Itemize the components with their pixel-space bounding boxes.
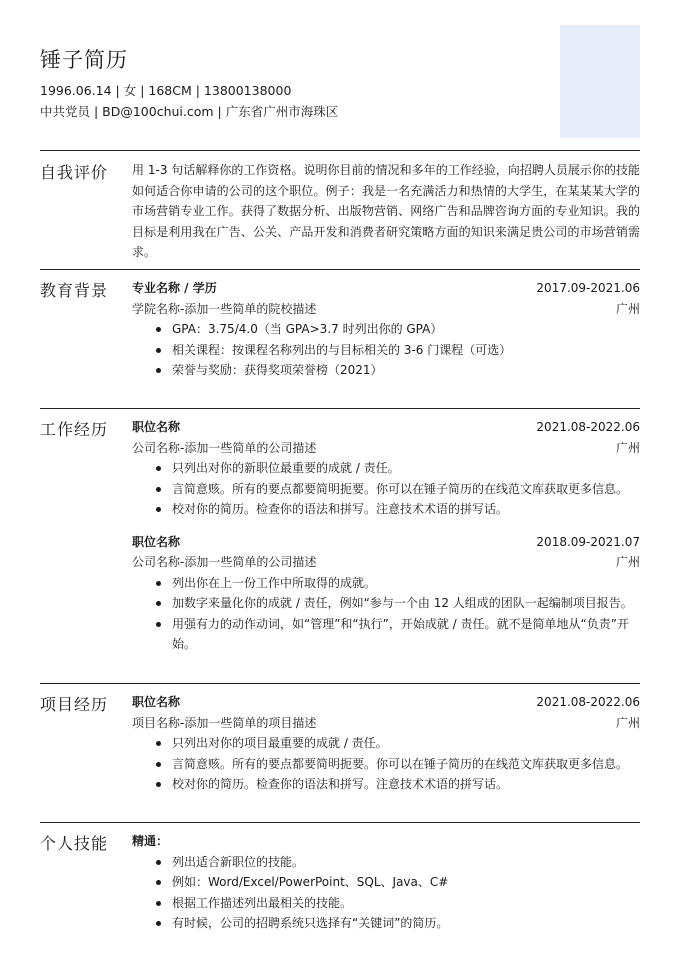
entry-subtitle: 公司名称-添加一些简单的公司描述 [132, 555, 317, 569]
divider [40, 269, 640, 270]
skills-heading: 精通： [132, 834, 169, 848]
personal-info-line-2: 中共党员 | BD@100chui.com | 广东省广州市海珠区 [40, 104, 339, 119]
bullet-list [132, 852, 640, 934]
entry-date: 2018.09-2021.07 [536, 534, 640, 549]
bullet-item: 例如：Word/Excel/PowerPoint、SQL、Java、C# [156, 872, 640, 893]
entry-heading: 职位名称 [132, 695, 181, 709]
bullet-list [132, 319, 640, 381]
bullet-item: 列出你在上一份工作中所取得的成就。 [156, 573, 640, 594]
resume-header [40, 30, 640, 140]
entry-location: 广州 [615, 555, 640, 569]
bullet-item: GPA：3.75/4.0（当 GPA>3.7 时列出你的 GPA） [156, 319, 640, 340]
entry-heading: 职位名称 [132, 420, 181, 434]
bullet-item: 加数字来量化你的成就 / 责任，例如“参与一个由 12 人组成的团队一起编制项目报告。 [156, 593, 640, 614]
entry-subtitle: 学院名称-添加一些简单的院校描述 [132, 301, 317, 316]
divider [40, 150, 640, 151]
bullet-item: 言简意赅。所有的要点都要简明扼要。你可以在锤子简历的在线范文库获取更多信息。 [156, 479, 640, 500]
bullet-item: 用强有力的动作动词，如“管理”和“执行”，开始成就 / 责任。就不是简单地从“负责”开始。 [156, 614, 640, 655]
bullet-item: 校对你的简历。检查你的语法和拼写。注意技术术语的拼写话。 [156, 774, 640, 795]
education-entry [132, 278, 640, 381]
divider [40, 822, 640, 823]
personal-info-line-1: 1996.06.14 | 女 | 168CM | 13800138000 [40, 83, 292, 98]
section-title: 自我评价 [40, 163, 109, 182]
divider [40, 408, 640, 409]
profile-photo-placeholder [560, 25, 640, 138]
bullet-item: 荣誉与奖励：获得奖项荣誉榜（2021） [156, 360, 640, 381]
bullet-list [132, 573, 640, 655]
self-evaluation-text: 用 1-3 句话解释你的工作资格。说明你目前的情况和多年的工作经验，向招聘人员展示你的技能如何适合你申请的公司的这个职位。例子：我是一名充满活力和热情的大学生，在某某某大学的市场营销专业工作。获得了数据分析、出版物营销、网络广告和品牌咨询方面的专业知识。我的目标是利用我在广告、公关、产品开发和消费者研究策略方面的知识来满足贵公司的市场营销需求。 [132, 163, 640, 259]
bullet-item: 言简意赅。所有的要点都要简明扼要。你可以在锤子简历的在线范文库获取更多信息。 [156, 754, 640, 775]
bullet-item: 有时候，公司的招聘系统只选择有“关键词”的简历。 [156, 913, 640, 934]
bullet-item: 只列出对你的项目最重要的成就 / 责任。 [156, 733, 640, 754]
entry-date: 2017.09-2021.06 [536, 281, 640, 295]
section-title: 教育背景 [40, 281, 109, 300]
bullet-item: 相关课程：按课程名称列出的与目标相关的 3-6 门课程（可选） [156, 340, 640, 361]
entry-heading: 专业名称 / 学历 [132, 281, 217, 295]
bullet-item: 根据工作描述列出最相关的技能。 [156, 893, 640, 914]
entry-heading: 职位名称 [132, 534, 181, 549]
bullet-item: 校对你的简历。检查你的语法和拼写。注意技术术语的拼写话。 [156, 499, 640, 520]
candidate-name: 锤子简历 [40, 48, 128, 72]
entry-date: 2021.08-2022.06 [536, 695, 640, 709]
bullet-item: 列出适合新职位的技能。 [156, 852, 640, 873]
section-title: 项目经历 [40, 695, 109, 714]
work-entry [132, 532, 640, 655]
entry-location: 广州 [615, 715, 640, 730]
entry-location: 广州 [615, 301, 640, 316]
section-title: 个人技能 [40, 834, 109, 853]
entry-location: 广州 [615, 440, 640, 455]
project-entry [132, 692, 640, 795]
work-entry [132, 417, 640, 520]
entry-subtitle: 项目名称-添加一些简单的项目描述 [132, 715, 317, 730]
bullet-item: 只列出对你的新职位最重要的成就 / 责任。 [156, 458, 640, 479]
bullet-list [132, 458, 640, 520]
section-title: 工作经历 [40, 420, 109, 439]
divider [40, 683, 640, 684]
bullet-list [132, 733, 640, 795]
entry-date: 2021.08-2022.06 [536, 420, 640, 434]
entry-subtitle: 公司名称-添加一些简单的公司描述 [132, 440, 317, 455]
